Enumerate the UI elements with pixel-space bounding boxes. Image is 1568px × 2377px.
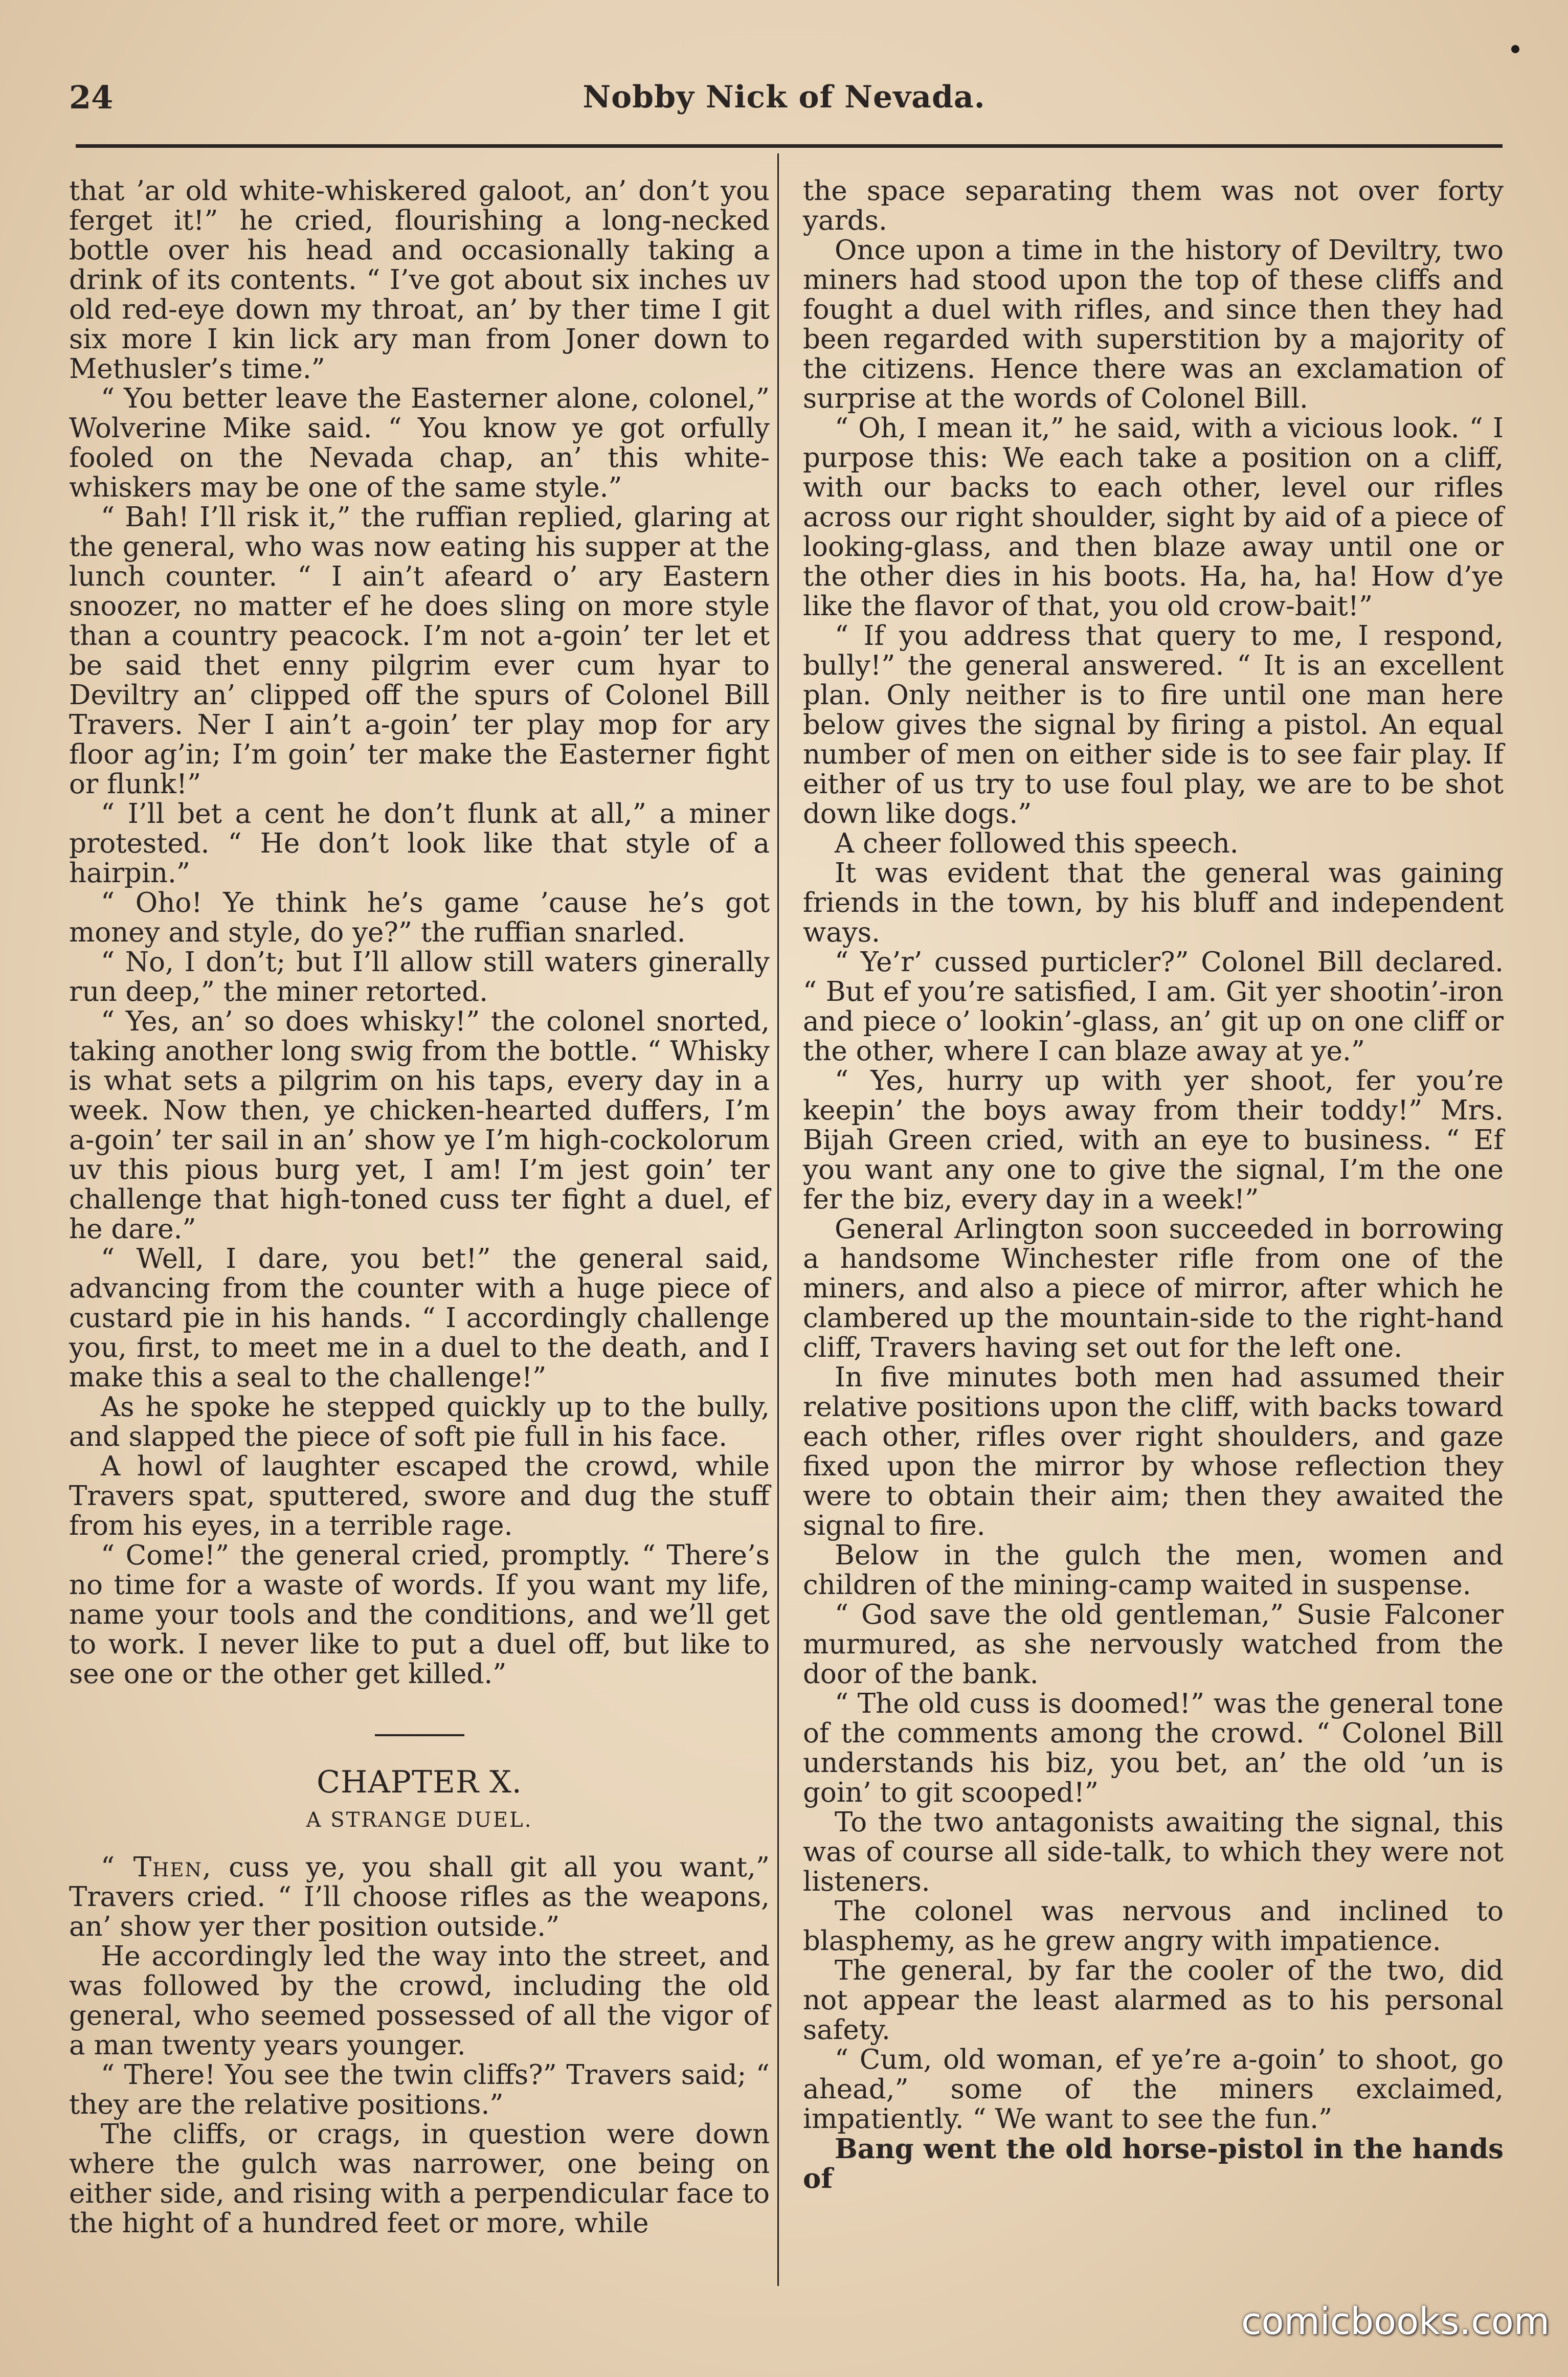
paragraph: A cheer followed this speech. [835, 828, 1239, 859]
paragraph-last-line: Bang went the old horse-pistol in the hands of [803, 2133, 1504, 2194]
paragraph: “ The old cuss is doomed!” was the general tone of the comments among the crowd. “ Colonel Bill understands his biz, you bet, an’ the old ’un is goin’ to git scooped!” [803, 1688, 1504, 1808]
paragraph: the space separating them was not over forty yards. [803, 175, 1504, 236]
paragraph: The general, by far the cooler of the two, did not appear the least alarmed as to his personal safety. [803, 1955, 1504, 2046]
paragraph: “ I’ll bet a cent he don’t flunk at all,” a miner protested. “ He don’t look like that style of a hairpin.” [69, 798, 770, 889]
paragraph: “ If you address that query to me, I respond, bully!” the general answered. “ It is an excellent plan. Only neither is to fire until one man here below gives the signal by firing a pistol. An equal number of men on either side is to see fair play. If either of us try to use foul play, we are to be shot down like dogs.” [803, 620, 1504, 829]
paragraph: “ Bah! I’ll risk it,” the ruffian replied, glaring at the general, who was now eating his supper at the lunch counter. “ I ain’t afeard o’ ary Eastern snoozer, no matter ef he does sling on more style than a country peacock. I’m not a-goin’ ter let et be said thet enny pilgrim ever cum hyar to Deviltry an’ clipped off the spurs of Colonel Bill Travers. Ner I ain’t a-goin’ ter play mop for ary floor ag’in; I’m goin’ ter make the Easterner fight or flunk!” [69, 502, 770, 800]
ink-dot [1511, 45, 1519, 53]
paragraph: “ There! You see the twin cliffs?” Travers said; “ they are the relative positions.” [69, 2059, 770, 2120]
page-number: 24 [69, 79, 114, 116]
right-column [803, 176, 1504, 2193]
paragraph: A howl of laughter escaped the crowd, while Travers spat, sputtered, swore and dug the stuff from his eyes, in a terrible rage. [69, 1451, 770, 1541]
paragraph: The colonel was nervous and inclined to blasphemy, as he grew angry with impatience. [803, 1896, 1504, 1957]
paragraph: In five minutes both men had assumed their relative positions upon the cliff, with backs toward each other, rifles over right shoulders, and gaze fixed upon the mirror by whose reflection they were to obtain their aim; then they awaited the signal to fire. [803, 1362, 1504, 1541]
paragraph: It was evident that the general was gaining friends in the town, by his bluff and independent ways. [803, 858, 1504, 948]
paragraph: “ You better leave the Easterner alone, colonel,” Wolverine Mike said. “ You know ye got orfully fooled on the Nevada chap, an’ this white-whiskers may be one of the same style.” [69, 383, 770, 503]
paragraph: He accordingly led the way into the street, and was followed by the crowd, including the old general, who seemed possessed of all the vigor of a man twenty years younger. [69, 1941, 770, 2061]
paragraph: “ Oho! Ye think he’s game ’cause he’s got money and style, do ye?” the ruffian snarled. [69, 887, 770, 948]
chapter-rule [375, 1734, 464, 1736]
paragraph: “ Oh, I mean it,” he said, with a vicious look. “ I purpose this: We each take a position on a cliff, with our backs to each other, level our rifles across our right shoulder, sight by aid of a piece of looking-glass, and then blaze away until one or the other dies in his boots. Ha, ha, ha! How d’ye like the flavor of that, you old crow-bait!” [803, 413, 1504, 622]
chapter-first-word: “ Then, [101, 1852, 212, 1883]
left-column [69, 176, 770, 2238]
column-divider [777, 153, 779, 2286]
paragraph: As he spoke he stepped quickly up to the bully, and slapped the piece of soft pie full in his face. [69, 1392, 770, 1452]
paragraph: General Arlington soon succeeded in borrowing a handsome Winchester rifle from one of the miners, and also a piece of mirror, after which he clambered up the mountain-side to the right-hand cliff, Travers having set out for the left one. [803, 1214, 1504, 1363]
paragraph: Below in the gulch the men, women and children of the mining-camp waited in suspense. [803, 1540, 1504, 1601]
paragraph: To the two antagonists awaiting the signal, this was of course all side-talk, to which they were not listeners. [803, 1807, 1504, 1897]
paragraph: “ Cum, old woman, ef ye’re a-goin’ to shoot, go ahead,” some of the miners exclaimed, impatiently. “ We want to see the fun.” [803, 2044, 1504, 2135]
paragraph: “ Ye’r’ cussed purticler?” Colonel Bill declared. “ But ef you’re satisfied, I am. Git yer shootin’-iron and piece o’ lookin’-glass, an’ git up on one cliff or the other, where I can blaze away at ye.” [803, 947, 1504, 1067]
paragraph: that ’ar old white-whiskered galoot, an’ don’t you ferget it!” he cried, flourishing a long-necked bottle over his head and occasionally taking a drink of its contents. “ I’ve got about six inches uv old red-eye down my throat, an’ by ther time I git six more I kin lick ary man from Joner down to Methusler’s time.” [69, 175, 770, 385]
paragraph: “ Yes, hurry up with yer shoot, fer you’re keepin’ the boys away from their toddy!” Mrs. Bijah Green cried, with an eye to business. “ Ef you want any one to give the signal, I’m the one fer the biz, every day in a week!” [803, 1065, 1504, 1215]
paragraph: “ Come!” the general cried, promptly. “ There’s no time for a waste of words. If you want my life, name your tools and the conditions, and we’ll get to work. I never like to put a duel off, but like to see one or the other get killed.” [69, 1540, 770, 1690]
paragraph: “ God save the old gentleman,” Susie Falconer murmured, as she nervously watched from the door of the bank. [803, 1599, 1504, 1690]
watermark: comicbooks.com [1241, 2300, 1550, 2343]
paragraph: “ Yes, an’ so does whisky!” the colonel snorted, taking another long swig from the bottle. “ Whisky is what sets a pilgrim on his taps, every day in a week. Now then, ye chicken-hearted duffers, I’m a-goin’ ter sail in an’ show ye I’m high-cockolorum uv this pious burg yet, I am! I’m jest goin’ ter challenge that high-toned cuss ter fight a duel, ef he dare.” [69, 1006, 770, 1245]
chapter-subtitle: A STRANGE DUEL. [306, 1808, 533, 1832]
paragraph: “ No, I don’t; but I’ll allow still waters ginerally run deep,” the miner retorted. [69, 947, 770, 1007]
header-rule [76, 144, 1503, 148]
chapter-title: CHAPTER X. [317, 1764, 522, 1800]
paragraph: The cliffs, or crags, in question were down where the gulch was narrower, one being on either side, and rising with a perpendicular face to the hight of a hundred feet or more, while [69, 2119, 770, 2239]
paragraph: Once upon a time in the history of Deviltry, two miners had stood upon the top of these cliffs and fought a duel with rifles, and since then they had been regarded with superstition by a majority of the citizens. Hence there was an exclamation of surprise at the words of Colonel Bill. [803, 235, 1504, 414]
running-title: Nobby Nick of Nevada. [583, 79, 985, 115]
paragraph: “ Well, I dare, you bet!” the general said, advancing from the counter with a huge piece of custard pie in his hands. “ I accordingly challenge you, first, to meet me in a duel to the death, and I make this a seal to the challenge!” [69, 1243, 770, 1393]
chapter-opening-paragraph [69, 1853, 770, 1942]
chapter-opening-text: cuss ye, you shall git all you want,” Travers cried. “ I’ll choose rifles as the weapons, an’ show yer ther position outside.” [69, 1852, 770, 1942]
